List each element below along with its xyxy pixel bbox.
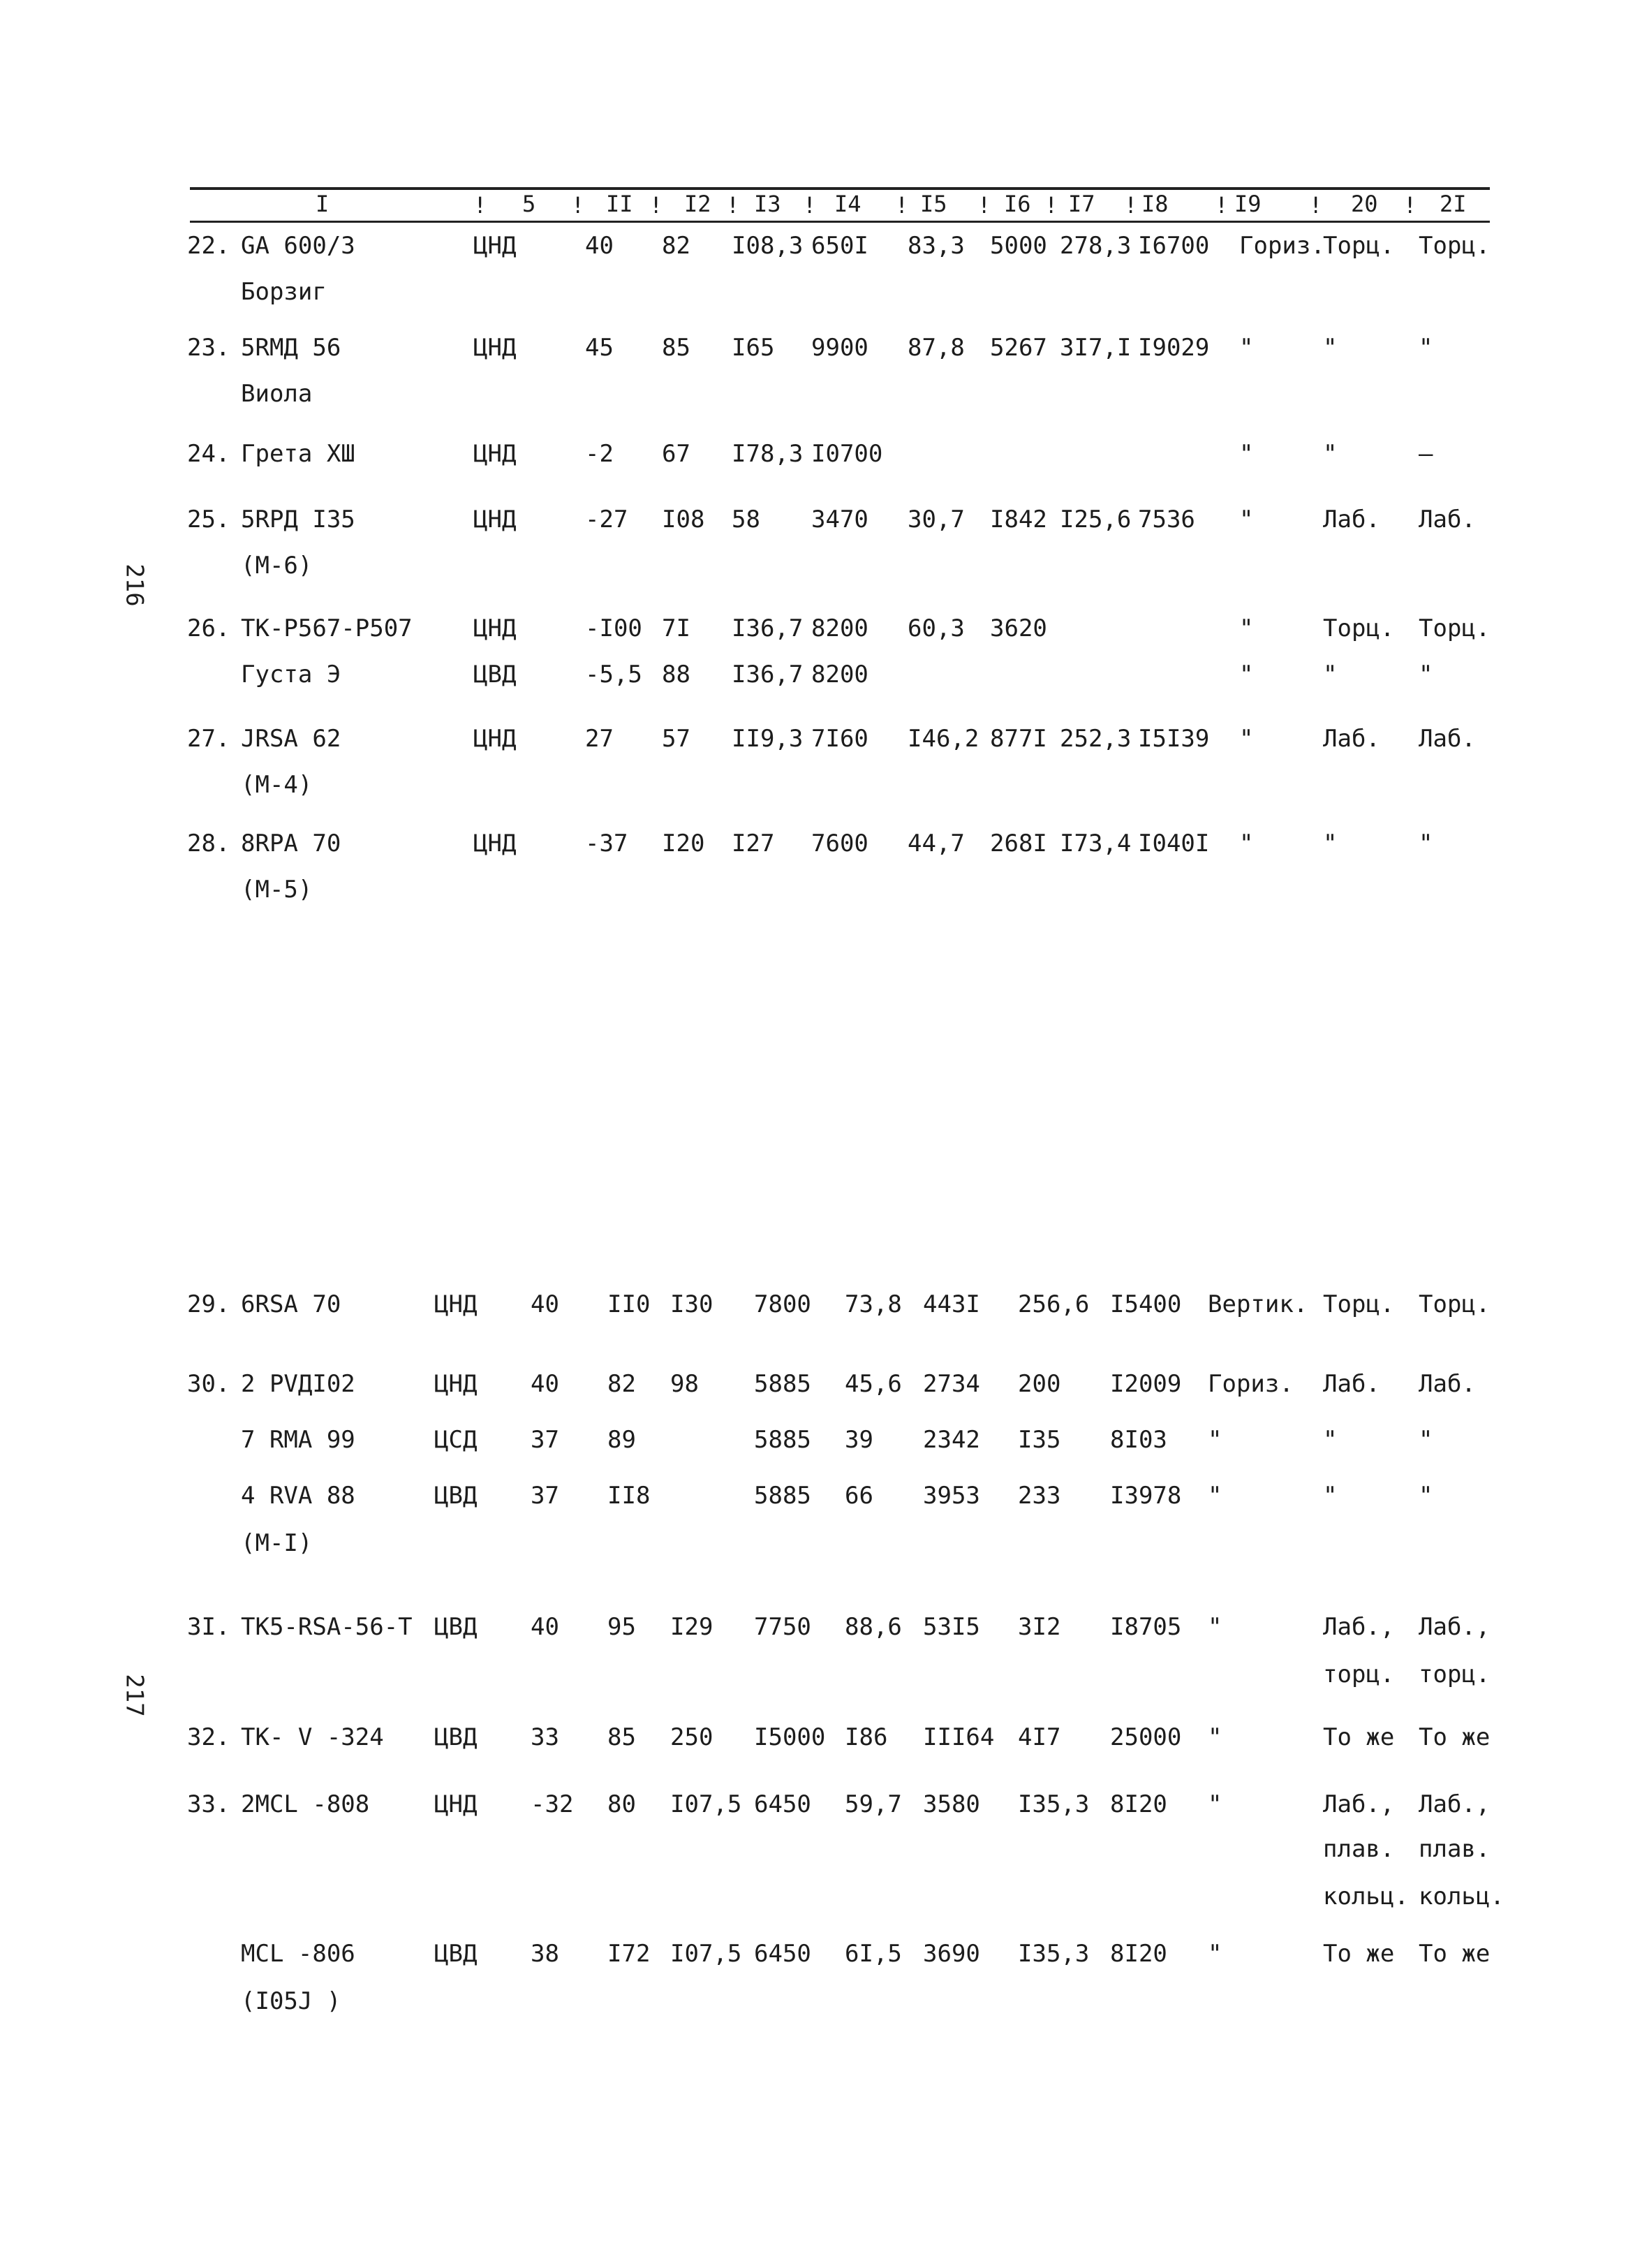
upper-row-3-line-0-col-18: 7536 xyxy=(1138,506,1195,533)
lower-row-4-line-0-row-number: 33. xyxy=(187,1790,230,1818)
header-separator: ! xyxy=(977,192,991,219)
lower-row-0-line-0-row-number: 29. xyxy=(187,1290,230,1318)
header-separator: ! xyxy=(803,192,817,219)
lower-row-1-line-2-col-20: " xyxy=(1323,1482,1338,1510)
lower-row-1-line-1-col-14: 5885 xyxy=(754,1426,811,1454)
header-separator: ! xyxy=(473,192,487,219)
upper-row-4-line-1-cylinder: ЦВД xyxy=(473,661,517,688)
lower-row-0-line-0-col-16: 443I xyxy=(923,1290,980,1318)
lower-row-5-line-0-col-17: I35,3 xyxy=(1018,1940,1090,1968)
page-number-216: 216 xyxy=(120,564,149,607)
upper-row-4-line-0-col-20: Торц. xyxy=(1323,614,1395,642)
upper-row-5-line-0-col-14: 7I60 xyxy=(811,725,868,753)
lower-row-4-line-1-col-21: плав. xyxy=(1419,1835,1491,1863)
upper-row-4-line-1-col-14: 8200 xyxy=(811,661,868,688)
lower-row-1-line-2-col-12: II8 xyxy=(607,1482,651,1510)
upper-row-0-line-0-col-11: 40 xyxy=(585,232,614,260)
lower-row-2-line-0-designation: ТК5-RSA-56-Т xyxy=(241,1613,413,1641)
upper-row-3-line-0-cylinder: ЦНД xyxy=(473,506,517,533)
lower-row-1-line-2-cylinder: ЦВД xyxy=(434,1482,478,1510)
upper-row-6-line-0-col-17: I73,4 xyxy=(1060,830,1132,857)
lower-row-1-line-0-col-11: 40 xyxy=(531,1370,559,1398)
lower-row-2-line-0-row-number: 3I. xyxy=(187,1613,230,1641)
lower-row-5-line-0-cylinder: ЦВД xyxy=(434,1940,478,1968)
upper-row-1-line-0-col-19: " xyxy=(1239,334,1254,362)
lower-row-1-line-1-col-15: 39 xyxy=(845,1426,873,1454)
upper-row-6-line-0-col-14: 7600 xyxy=(811,830,868,857)
upper-row-2-line-0-col-20: " xyxy=(1323,440,1338,468)
upper-row-3-line-0-col-11: -27 xyxy=(585,506,628,533)
upper-row-6-line-0-col-12: I20 xyxy=(662,830,705,857)
upper-row-5-line-0-row-number: 27. xyxy=(187,725,230,753)
upper-row-0-line-0-col-15: 83,3 xyxy=(908,232,965,260)
upper-row-2-line-0-col-21: – xyxy=(1419,440,1433,468)
upper-row-1-line-0-row-number: 23. xyxy=(187,334,230,362)
lower-row-0-line-0-col-11: 40 xyxy=(531,1290,559,1318)
header-col-9: I8 xyxy=(1141,191,1169,217)
upper-row-4-line-0-col-13: I36,7 xyxy=(732,614,804,642)
upper-row-3-line-0-col-21: Лаб. xyxy=(1419,506,1476,533)
upper-row-2-line-0-col-19: " xyxy=(1239,440,1254,468)
lower-row-4-line-1-col-20: плав. xyxy=(1323,1835,1395,1863)
lower-row-3-line-0-cylinder: ЦВД xyxy=(434,1723,478,1751)
upper-row-5-line-0-designation: JRSA 62 xyxy=(241,725,341,753)
lower-row-3-line-0-col-14: I5000 xyxy=(754,1723,826,1751)
upper-row-4-line-1-col-11: -5,5 xyxy=(585,661,642,688)
lower-row-5-line-0-col-15: 6I,5 xyxy=(845,1940,902,1968)
upper-row-0-line-0-row-number: 22. xyxy=(187,232,230,260)
lower-row-0-line-0-col-17: 256,6 xyxy=(1018,1290,1090,1318)
lower-row-0-line-0-designation: 6RSA 70 xyxy=(241,1290,341,1318)
lower-row-3-line-0-col-11: 33 xyxy=(531,1723,559,1751)
lower-row-3-line-0-col-13: 250 xyxy=(670,1723,713,1751)
upper-row-0-line-0-col-21: Торц. xyxy=(1419,232,1491,260)
upper-row-4-line-0-col-14: 8200 xyxy=(811,614,868,642)
upper-row-3-line-0-col-20: Лаб. xyxy=(1323,506,1380,533)
upper-row-6-line-0-col-13: I27 xyxy=(732,830,775,857)
upper-row-0-line-0-col-14: 650I xyxy=(811,232,868,260)
lower-row-1-line-0-col-13: 98 xyxy=(670,1370,699,1398)
upper-row-6-line-0-col-18: I040I xyxy=(1138,830,1210,857)
upper-row-3-line-0-row-number: 25. xyxy=(187,506,230,533)
lower-row-2-line-0-col-18: I8705 xyxy=(1110,1613,1182,1641)
lower-row-1-line-2-col-18: I3978 xyxy=(1110,1482,1182,1510)
lower-row-1-line-0-row-number: 30. xyxy=(187,1370,230,1398)
upper-row-6-line-0-col-20: " xyxy=(1323,830,1338,857)
upper-row-3-line-0-col-12: I08 xyxy=(662,506,705,533)
lower-row-3-line-0-col-15: I86 xyxy=(845,1723,888,1751)
lower-row-2-line-0-col-17: 3I2 xyxy=(1018,1613,1061,1641)
upper-row-4-line-1-col-19: " xyxy=(1239,661,1254,688)
lower-row-4-line-0-cylinder: ЦНД xyxy=(434,1790,478,1818)
upper-row-4-line-0-col-16: 3620 xyxy=(990,614,1047,642)
header-col-7: I6 xyxy=(1004,191,1031,217)
upper-row-0-line-0-col-16: 5000 xyxy=(990,232,1047,260)
upper-row-5-line-0-col-17: 252,3 xyxy=(1060,725,1132,753)
upper-row-6-line-0-designation: 8RРА 70 xyxy=(241,830,341,857)
lower-row-4-line-2-col-21: кольц. xyxy=(1419,1883,1504,1910)
lower-row-4-line-0-col-15: 59,7 xyxy=(845,1790,902,1818)
lower-row-0-line-0-col-13: I30 xyxy=(670,1290,713,1318)
lower-row-2-line-0-cylinder: ЦВД xyxy=(434,1613,478,1641)
lower-row-4-line-0-col-12: 80 xyxy=(607,1790,636,1818)
lower-row-5-line-0-col-14: 6450 xyxy=(754,1940,811,1968)
upper-row-5-line-0-cylinder: ЦНД xyxy=(473,725,517,753)
upper-row-4-line-0-col-12: 7I xyxy=(662,614,690,642)
header-separator: ! xyxy=(895,192,909,219)
lower-row-3-line-0-col-16: III64 xyxy=(923,1723,995,1751)
upper-row-0-line-0-cylinder: ЦНД xyxy=(473,232,517,260)
header-col-11: 20 xyxy=(1351,191,1378,217)
upper-row-4-line-1-col-21: " xyxy=(1419,661,1433,688)
table-header-underline xyxy=(190,221,1490,223)
upper-row-2-line-0-cylinder: ЦНД xyxy=(473,440,517,468)
lower-row-1-line-0-col-12: 82 xyxy=(607,1370,636,1398)
lower-row-2-line-0-col-12: 95 xyxy=(607,1613,636,1641)
lower-row-5-line-0-col-13: I07,5 xyxy=(670,1940,742,1968)
lower-row-2-line-0-col-16: 53I5 xyxy=(923,1613,980,1641)
lower-row-4-line-2-col-20: кольц. xyxy=(1323,1883,1409,1910)
upper-row-1-line-0-col-18: I9029 xyxy=(1138,334,1210,362)
upper-row-2-line-0-col-13: I78,3 xyxy=(732,440,804,468)
lower-row-1-line-1-col-16: 2342 xyxy=(923,1426,980,1454)
lower-row-1-line-2-col-11: 37 xyxy=(531,1482,559,1510)
header-col-6: I5 xyxy=(920,191,947,217)
lower-row-3-line-0-col-18: 25000 xyxy=(1110,1723,1182,1751)
upper-row-2-line-0-designation: Грета XШ xyxy=(241,440,355,468)
upper-row-3-line-1-designation: (М-6) xyxy=(241,552,313,580)
upper-row-5-line-0-col-13: II9,3 xyxy=(732,725,804,753)
upper-row-6-line-0-col-16: 268I xyxy=(990,830,1047,857)
upper-row-1-line-1-designation: Виола xyxy=(241,380,313,408)
upper-row-6-line-0-col-21: " xyxy=(1419,830,1433,857)
lower-row-3-line-0-col-20: То же xyxy=(1323,1723,1395,1751)
lower-row-0-line-0-col-20: Торц. xyxy=(1323,1290,1395,1318)
upper-row-3-line-0-col-16: I842 xyxy=(990,506,1047,533)
upper-row-4-line-0-cylinder: ЦНД xyxy=(473,614,517,642)
lower-row-1-line-1-col-19: " xyxy=(1208,1426,1222,1454)
upper-row-6-line-0-col-19: " xyxy=(1239,830,1254,857)
lower-row-1-line-2-col-19: " xyxy=(1208,1482,1222,1510)
lower-row-2-line-0-col-15: 88,6 xyxy=(845,1613,902,1641)
header-col-4: I3 xyxy=(754,191,781,217)
lower-row-1-line-2-col-14: 5885 xyxy=(754,1482,811,1510)
upper-row-0-line-0-col-19: Гориз. xyxy=(1239,232,1325,260)
lower-row-5-line-1-designation: (I05J ) xyxy=(241,1987,341,2015)
lower-row-1-line-2-col-16: 3953 xyxy=(923,1482,980,1510)
lower-row-1-line-1-col-11: 37 xyxy=(531,1426,559,1454)
upper-row-1-line-0-col-11: 45 xyxy=(585,334,614,362)
lower-row-3-line-0-col-17: 4I7 xyxy=(1018,1723,1061,1751)
lower-row-1-line-1-designation: 7 RМА 99 xyxy=(241,1426,355,1454)
upper-row-1-line-0-col-21: " xyxy=(1419,334,1433,362)
lower-row-1-line-0-col-14: 5885 xyxy=(754,1370,811,1398)
lower-row-3-line-0-col-21: То же xyxy=(1419,1723,1491,1751)
lower-row-2-line-0-col-19: " xyxy=(1208,1613,1222,1641)
lower-row-1-line-1-cylinder: ЦСД xyxy=(434,1426,478,1454)
header-col-2: II xyxy=(606,191,633,217)
header-col-1: 5 xyxy=(522,191,536,217)
lower-row-1-line-1-col-12: 89 xyxy=(607,1426,636,1454)
lower-row-2-line-0-col-20: Лаб., xyxy=(1323,1613,1395,1641)
upper-row-6-line-0-col-11: -37 xyxy=(585,830,628,857)
lower-row-4-line-0-col-16: 3580 xyxy=(923,1790,980,1818)
lower-row-1-line-0-col-21: Лаб. xyxy=(1419,1370,1476,1398)
lower-row-5-line-0-col-20: То же xyxy=(1323,1940,1395,1968)
upper-row-1-line-0-col-12: 85 xyxy=(662,334,690,362)
header-separator: ! xyxy=(1309,192,1323,219)
lower-row-2-line-0-col-14: 7750 xyxy=(754,1613,811,1641)
upper-row-0-line-1-designation: Борзиг xyxy=(241,278,327,306)
upper-row-6-line-1-designation: (М-5) xyxy=(241,876,313,904)
lower-row-1-line-0-col-20: Лаб. xyxy=(1323,1370,1380,1398)
upper-row-0-line-0-col-18: I6700 xyxy=(1138,232,1210,260)
lower-row-2-line-1-col-21: торц. xyxy=(1419,1660,1491,1688)
lower-row-5-line-0-col-12: I72 xyxy=(607,1940,651,1968)
lower-row-0-line-0-col-21: Торц. xyxy=(1419,1290,1491,1318)
upper-row-3-line-0-designation: 5RРД I35 xyxy=(241,506,355,533)
upper-row-5-line-0-col-11: 27 xyxy=(585,725,614,753)
lower-row-4-line-0-col-21: Лаб., xyxy=(1419,1790,1491,1818)
upper-row-1-line-0-col-17: 3I7,I xyxy=(1060,334,1132,362)
upper-row-5-line-1-designation: (М-4) xyxy=(241,771,313,799)
lower-row-4-line-0-designation: 2МСL -808 xyxy=(241,1790,370,1818)
lower-row-1-line-2-col-15: 66 xyxy=(845,1482,873,1510)
lower-row-1-line-2-designation: 4 RVA 88 xyxy=(241,1482,355,1510)
lower-row-2-line-0-col-11: 40 xyxy=(531,1613,559,1641)
upper-row-4-line-1-designation: Густа Э xyxy=(241,661,341,688)
lower-row-5-line-0-col-16: 3690 xyxy=(923,1940,980,1968)
lower-row-1-line-0-col-19: Гориз. xyxy=(1208,1370,1294,1398)
upper-row-3-line-0-col-19: " xyxy=(1239,506,1254,533)
upper-row-4-line-1-col-20: " xyxy=(1323,661,1338,688)
upper-row-0-line-0-col-17: 278,3 xyxy=(1060,232,1132,260)
lower-row-4-line-0-col-20: Лаб., xyxy=(1323,1790,1395,1818)
upper-row-6-line-0-col-15: 44,7 xyxy=(908,830,965,857)
lower-row-1-line-0-col-15: 45,6 xyxy=(845,1370,902,1398)
header-separator: ! xyxy=(649,192,663,219)
lower-row-0-line-0-col-19: Вертик. xyxy=(1208,1290,1308,1318)
lower-row-2-line-0-col-21: Лаб., xyxy=(1419,1613,1491,1641)
upper-row-5-line-0-col-12: 57 xyxy=(662,725,690,753)
lower-row-1-line-0-col-17: 200 xyxy=(1018,1370,1061,1398)
upper-row-5-line-0-col-21: Лаб. xyxy=(1419,725,1476,753)
lower-row-2-line-1-col-20: торц. xyxy=(1323,1660,1395,1688)
header-col-12: 2I xyxy=(1440,191,1467,217)
upper-row-2-line-0-col-14: I0700 xyxy=(811,440,883,468)
upper-row-0-line-0-col-13: I08,3 xyxy=(732,232,804,260)
upper-row-4-line-0-col-15: 60,3 xyxy=(908,614,965,642)
upper-row-1-line-0-col-14: 9900 xyxy=(811,334,868,362)
lower-row-3-line-0-col-19: " xyxy=(1208,1723,1222,1751)
lower-row-1-line-0-designation: 2 РVДI02 xyxy=(241,1370,355,1398)
upper-row-4-line-0-col-11: -I00 xyxy=(585,614,642,642)
upper-row-4-line-0-designation: ТК-Р567-Р507 xyxy=(241,614,413,642)
upper-row-5-line-0-col-15: I46,2 xyxy=(908,725,979,753)
upper-row-1-line-0-designation: 5RMД 56 xyxy=(241,334,341,362)
lower-row-0-line-0-cylinder: ЦНД xyxy=(434,1290,478,1318)
upper-row-1-line-0-col-20: " xyxy=(1323,334,1338,362)
header-col-8: I7 xyxy=(1068,191,1095,217)
upper-row-1-line-0-col-13: I65 xyxy=(732,334,775,362)
upper-row-0-line-0-col-12: 82 xyxy=(662,232,690,260)
lower-row-4-line-0-col-13: I07,5 xyxy=(670,1790,742,1818)
lower-row-4-line-0-col-14: 6450 xyxy=(754,1790,811,1818)
header-separator: ! xyxy=(1215,192,1229,219)
lower-row-3-line-0-designation: ТК- V -324 xyxy=(241,1723,384,1751)
upper-row-0-line-0-designation: GA 600/3 xyxy=(241,232,355,260)
upper-row-5-line-0-col-20: Лаб. xyxy=(1323,725,1380,753)
upper-row-0-line-0-col-20: Торц. xyxy=(1323,232,1395,260)
header-separator: ! xyxy=(1124,192,1138,219)
upper-row-5-line-0-col-16: 877I xyxy=(990,725,1047,753)
lower-row-5-line-0-col-19: " xyxy=(1208,1940,1222,1968)
upper-row-1-line-0-col-15: 87,8 xyxy=(908,334,965,362)
lower-row-4-line-0-col-18: 8I20 xyxy=(1110,1790,1167,1818)
lower-row-1-line-1-col-17: I35 xyxy=(1018,1426,1061,1454)
lower-row-1-line-1-col-21: " xyxy=(1419,1426,1433,1454)
page-number-217: 217 xyxy=(120,1674,149,1717)
upper-row-6-line-0-row-number: 28. xyxy=(187,830,230,857)
lower-row-1-line-0-col-16: 2734 xyxy=(923,1370,980,1398)
upper-row-3-line-0-col-17: I25,6 xyxy=(1060,506,1132,533)
header-separator: ! xyxy=(571,192,585,219)
header-col-10: I9 xyxy=(1234,191,1262,217)
upper-row-3-line-0-col-14: 3470 xyxy=(811,506,868,533)
upper-row-4-line-0-row-number: 26. xyxy=(187,614,230,642)
lower-row-0-line-0-col-18: I5400 xyxy=(1110,1290,1182,1318)
lower-row-2-line-0-col-13: I29 xyxy=(670,1613,713,1641)
lower-row-1-line-1-col-18: 8I03 xyxy=(1110,1426,1167,1454)
upper-row-2-line-0-col-12: 67 xyxy=(662,440,690,468)
upper-row-4-line-0-col-19: " xyxy=(1239,614,1254,642)
upper-row-1-line-0-cylinder: ЦНД xyxy=(473,334,517,362)
lower-row-1-line-3-designation: (М-I) xyxy=(241,1529,313,1557)
upper-row-4-line-1-col-12: 88 xyxy=(662,661,690,688)
lower-row-5-line-0-col-18: 8I20 xyxy=(1110,1940,1167,1968)
upper-row-2-line-0-row-number: 24. xyxy=(187,440,230,468)
header-col-5: I4 xyxy=(834,191,862,217)
upper-row-3-line-0-col-15: 30,7 xyxy=(908,506,965,533)
lower-row-4-line-0-col-19: " xyxy=(1208,1790,1222,1818)
header-col-0: I xyxy=(316,191,330,217)
upper-row-6-line-0-cylinder: ЦНД xyxy=(473,830,517,857)
upper-row-1-line-0-col-16: 5267 xyxy=(990,334,1047,362)
header-separator: ! xyxy=(1044,192,1058,219)
upper-row-4-line-1-col-13: I36,7 xyxy=(732,661,804,688)
upper-row-2-line-0-col-11: -2 xyxy=(585,440,614,468)
lower-row-1-line-0-cylinder: ЦНД xyxy=(434,1370,478,1398)
header-separator: ! xyxy=(726,192,740,219)
lower-row-1-line-0-col-18: I2009 xyxy=(1110,1370,1182,1398)
upper-row-5-line-0-col-19: " xyxy=(1239,725,1254,753)
upper-row-3-line-0-col-13: 58 xyxy=(732,506,760,533)
header-col-3: I2 xyxy=(684,191,711,217)
lower-row-4-line-0-col-17: I35,3 xyxy=(1018,1790,1090,1818)
upper-row-4-line-0-col-21: Торц. xyxy=(1419,614,1491,642)
lower-row-0-line-0-col-12: II0 xyxy=(607,1290,651,1318)
lower-row-5-line-0-col-11: 38 xyxy=(531,1940,559,1968)
lower-row-3-line-0-row-number: 32. xyxy=(187,1723,230,1751)
lower-row-4-line-0-col-11: -32 xyxy=(531,1790,574,1818)
upper-row-5-line-0-col-18: I5I39 xyxy=(1138,725,1210,753)
lower-row-1-line-2-col-21: " xyxy=(1419,1482,1433,1510)
lower-row-1-line-1-col-20: " xyxy=(1323,1426,1338,1454)
lower-row-0-line-0-col-14: 7800 xyxy=(754,1290,811,1318)
lower-row-3-line-0-col-12: 85 xyxy=(607,1723,636,1751)
header-separator: ! xyxy=(1403,192,1417,219)
lower-row-5-line-0-col-21: То же xyxy=(1419,1940,1491,1968)
lower-row-0-line-0-col-15: 73,8 xyxy=(845,1290,902,1318)
lower-row-1-line-2-col-17: 233 xyxy=(1018,1482,1061,1510)
lower-row-5-line-0-designation: МСL -806 xyxy=(241,1940,355,1968)
